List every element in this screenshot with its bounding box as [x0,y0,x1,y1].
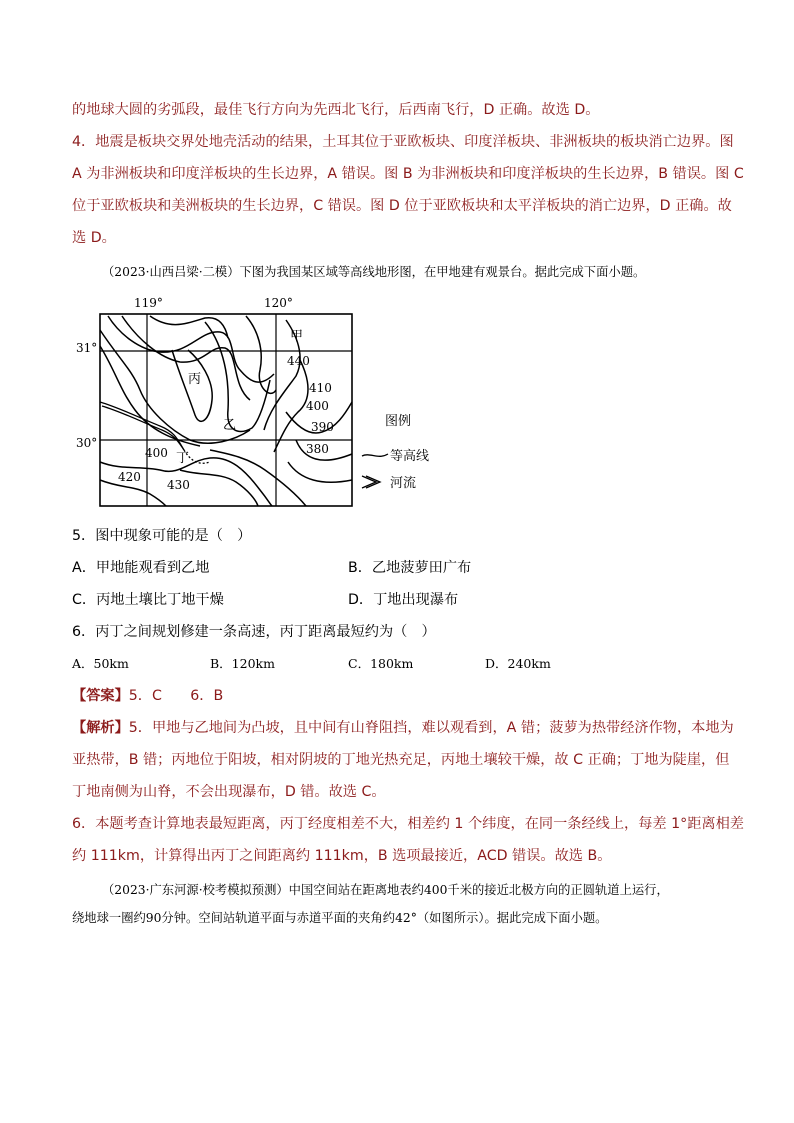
legend-river-icon [362,476,380,488]
contour-label-420: 420 [118,470,141,484]
q5-option-a[interactable]: A．甲地能观看到乙地 [72,560,210,576]
lon-left-label: 119° [134,296,163,310]
legend-contour-icon [362,454,388,456]
q4-analysis-line-2: A 为非洲板块和印度洋板块的生长边界，A 错误。图 B 为非洲板块和印度洋板块的生长边界，B 错误。图 C [72,166,744,182]
contour-label-380: 380 [306,442,329,456]
q5-option-d[interactable]: D．丁地出现瀑布 [348,592,459,608]
q5-option-b[interactable]: B．乙地菠萝田广布 [348,560,472,576]
q6-option-c[interactable]: C．180km [348,656,414,671]
q6-stem: 6．丙丁之间规划修建一条高速，丙丁距离最短约为（ ） [72,624,436,640]
place-bing: 丙 [188,372,202,387]
lon-right-label: 120° [264,296,293,310]
contour-map [60,290,460,512]
answer-label: 【答案】 [72,688,129,704]
analysis-line-1 [72,718,734,738]
prev-answer-line-1: 的地球大圆的劣弧段，最佳飞行方向为先西北飞行，后西南飞行，D 正确。故选 D。 [72,102,600,118]
lat-bottom-label: 30° [76,436,98,450]
place-jia: 甲 [290,329,304,344]
q6-option-a[interactable]: A．50km [72,656,129,671]
legend-title: 图例 [385,414,412,429]
lat-top-label: 31° [76,341,98,355]
q6-option-d[interactable]: D．240km [485,656,551,671]
contour-label-410: 410 [309,381,332,395]
analysis-text-1: 5．甲地与乙地间为凸坡，且中间有山脊阻挡，难以观看到，A 错；菠萝为热带经济作物，本地为 [128,720,734,736]
contour-label-390: 390 [311,420,334,434]
contour-label-400a: 400 [306,399,329,413]
place-ding: 丁 [176,451,190,466]
contour-label-430: 430 [167,478,190,492]
legend-river-label: 河流 [390,476,417,491]
q5-option-c[interactable]: C．丙地土壤比丁地干燥 [72,592,224,608]
contour-label-440: 440 [287,354,310,368]
analysis-label: 【解析】 [72,720,129,736]
q5-stem: 5．图中现象可能的是（ ） [72,528,252,544]
analysis-line-5: 约 111km，计算得出丙丁之间距离约 111km，B 选项最接近，ACD 错误。故选 B。 [72,848,612,864]
analysis-line-2: 亚热带，B 错；丙地位于阳坡，相对阴坡的丁地光热充足，丙地土壤较干燥，故 C 正确；丁地为陡崖，但 [72,752,730,768]
group2-intro-line-1: （2023·广东河源·校考模拟预测）中国空间站在距离地表约400千米的接近北极方向的正圆轨道上运行， [102,883,669,897]
place-yi: 乙 [223,418,237,433]
contour-label-400b: 400 [145,446,168,460]
answer-text: 5．C 6．B [128,688,224,704]
analysis-line-3: 丁地南侧为山脊，不会出现瀑布，D 错。故选 C。 [72,784,386,800]
q4-analysis-line-4: 选 D。 [72,230,116,246]
analysis-line-4: 6．本题考查计算地表最短距离，丙丁经度相差不大，相差约 1 个纬度，在同一条经线上，每差 1°距离相差 [72,816,744,832]
group1-intro: （2023·山西吕梁·二模）下图为我国某区域等高线地形图，在甲地建有观景台。据此完成下面小题。 [102,265,646,279]
q4-analysis-line-3: 位于亚欧板块和美洲板块的生长边界，C 错误。图 D 位于亚欧板块和太平洋板块的消亡边界，D 正确。故 [72,198,732,214]
group2-intro-line-2: 绕地球一圈约90分钟。空间站轨道平面与赤道平面的夹角约42°（如图所示）。据此完成下面小题。 [72,911,608,925]
legend-contour-label: 等高线 [390,449,430,464]
q4-analysis-line-1: 4．地震是板块交界处地壳活动的结果，土耳其位于亚欧板块、印度洋板块、非洲板块的板块消亡边界。图 [72,134,734,150]
q6-option-b[interactable]: B．120km [210,656,275,671]
answer-line [72,686,223,706]
